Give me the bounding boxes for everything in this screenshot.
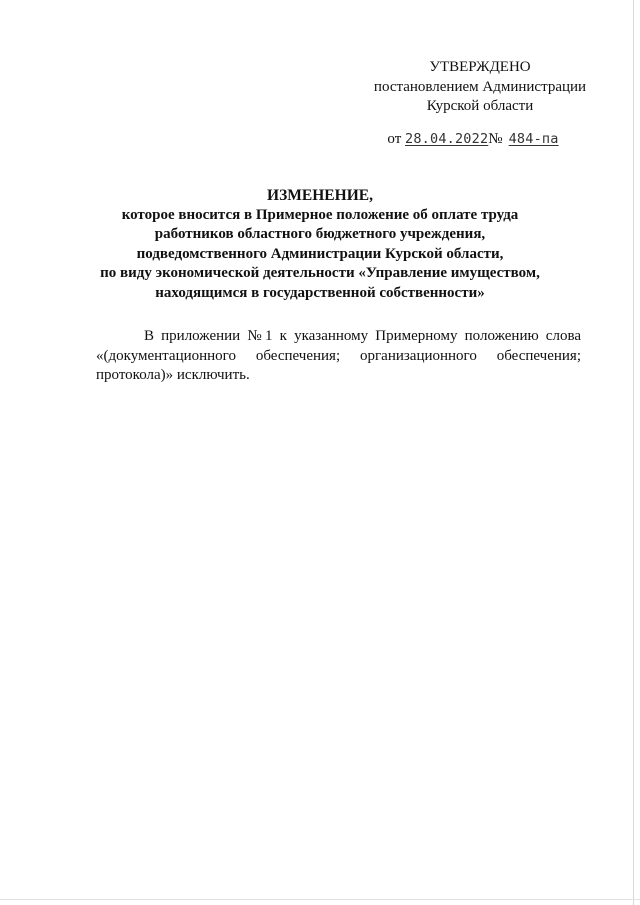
- date-prefix: от: [387, 130, 402, 147]
- document-title: [60, 186, 580, 303]
- subtitle-line: подведомственного Администрации Курской области,: [136, 245, 504, 262]
- approval-stamp: [340, 58, 620, 149]
- approval-date: 28.04.2022: [405, 130, 489, 147]
- subtitle-line: находящимся в государственной собственности»: [155, 284, 485, 301]
- approval-date-line: [340, 130, 620, 150]
- scan-edge-bottom: [0, 899, 640, 900]
- approval-title: УТВЕРЖДЕНО: [429, 59, 531, 75]
- subtitle-line: по виду экономической деятельности «Управление имуществом,: [100, 265, 540, 281]
- approval-line-1: постановлением Администрации: [373, 78, 587, 95]
- body-paragraph: В приложении №1 к указанному Примерному положению слова «(документационного обеспечения; организационного обеспечения; протокола)» исключить.: [96, 328, 581, 383]
- approval-number: 484-па: [508, 130, 559, 147]
- subtitle-line: работников областного бюджетного учреждения,: [154, 226, 486, 242]
- subtitle-line: которое вносится в Примерное положение об оплате труда: [121, 206, 519, 223]
- number-prefix: №: [488, 130, 503, 147]
- document-heading: ИЗМЕНЕНИЕ,: [267, 187, 373, 204]
- approval-line-2: Курской области: [426, 98, 534, 114]
- scan-edge-right: [633, 0, 634, 905]
